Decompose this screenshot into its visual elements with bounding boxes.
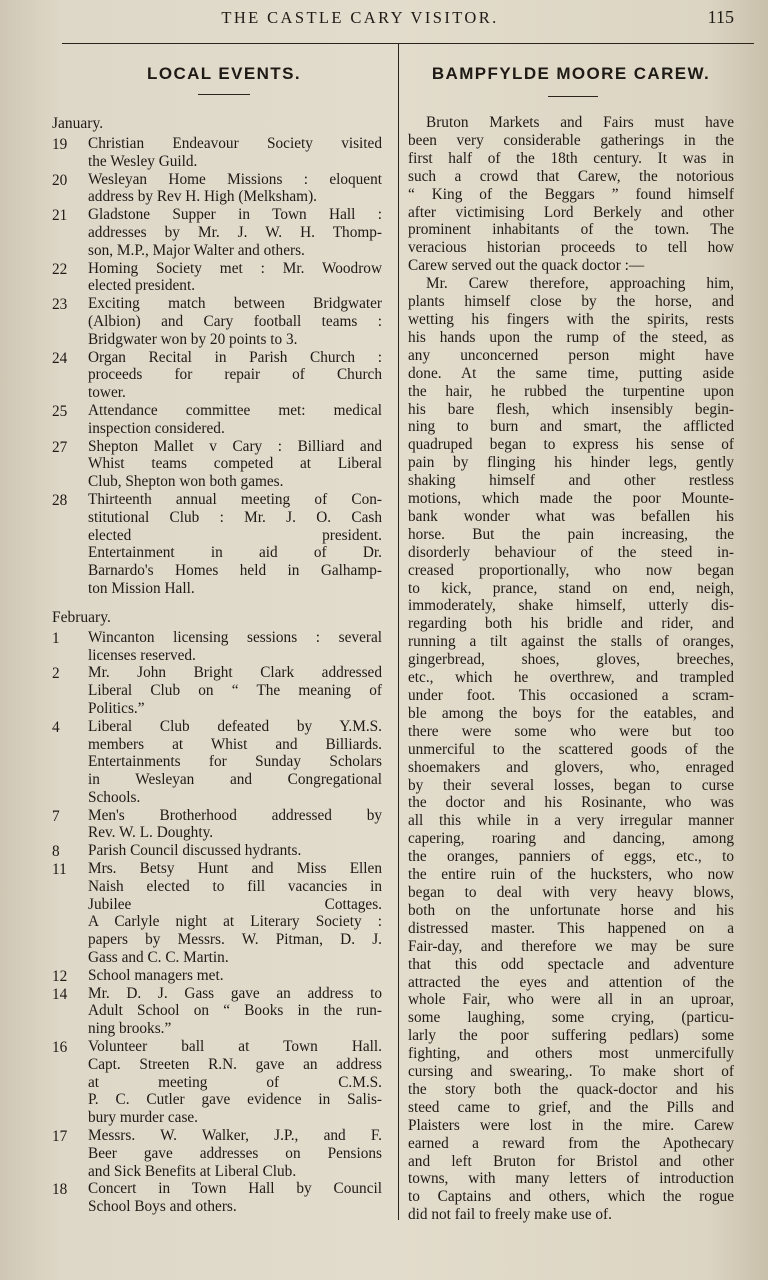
heading-ornament-rule [198, 94, 250, 95]
article-line: veracious historian proceeds to tell how [408, 239, 734, 257]
article-line: attracted the eyes and attention of the [408, 973, 734, 991]
event-date: 14 [52, 985, 68, 1003]
article-line: Plaisters were lost in the mire. Carew [408, 1116, 734, 1134]
event-text-line: elected president. [88, 526, 382, 544]
article-line: capering, roaring and dancing, among [408, 830, 734, 848]
event-entry [52, 807, 382, 843]
event-date: 16 [52, 1039, 68, 1057]
event-entry [52, 664, 382, 717]
event-entry [52, 985, 382, 1038]
article-line: shoemakers and glovers, who, enraged [408, 758, 734, 776]
event-text-line: Naish elected to fill vacancies in [88, 877, 382, 895]
event-entry [52, 1180, 382, 1216]
article-line: and left Bruton for Bristol and other [408, 1152, 734, 1170]
event-text-line: Club, Shepton won both games. [88, 473, 284, 491]
article-line: quadruped began to express his sense of [408, 436, 734, 454]
event-text-line: Mr. John Bright Clark addressed [88, 664, 382, 682]
article-line: the oranges, panniers of eggs, etc., to [408, 848, 734, 866]
article-line: disorderly behaviour of the steed in- [408, 543, 734, 561]
article-line: whole Fair, who were all in an uproar, [408, 991, 734, 1009]
article-line: steed came to grief, and the Pills and [408, 1098, 734, 1116]
article-line: been very considerable gatherings in the [408, 131, 734, 149]
article-line: Mr. Carew therefore, approaching him, [426, 275, 734, 293]
article-line: pain by flinging his hinder legs, gently [408, 454, 734, 472]
event-text-line: stitutional Club : Mr. J. O. Cash [88, 508, 382, 526]
event-date: 17 [52, 1128, 68, 1146]
event-text-line: Shepton Mallet v Cary : Billiard and [88, 437, 382, 455]
event-text-line: Homing Society met : Mr. Woodrow [88, 259, 382, 277]
event-text-line: licenses reserved. [88, 646, 196, 664]
article-line: regarding both his bridle and rider, and [408, 615, 734, 633]
article-line: began to deal with very heavy blows, [408, 883, 734, 901]
article-line: ning to burn and smart, the afflicted [408, 418, 734, 436]
article-line: etc., which he overthrew, and trampled [408, 669, 734, 687]
article-line: any unconcerned person might have [408, 346, 734, 364]
event-entry [52, 260, 382, 296]
event-text-line: P. C. Cutler gave evidence in Salis- [88, 1091, 382, 1109]
article-line: creased proportionally, who now began [408, 561, 734, 579]
column-divider [398, 44, 399, 1220]
article-line: wetting his fingers with the spirits, rests [408, 310, 734, 328]
article-line: his bare flesh, which insensibly begin- [408, 400, 734, 418]
event-text-line: Liberal Club on “ The meaning of [88, 682, 382, 700]
event-text-line: Thirteenth annual meeting of Con- [88, 490, 382, 508]
event-date: 23 [52, 296, 68, 314]
event-entry [52, 295, 382, 348]
article-line: under foot. This occasioned a scram- [408, 687, 734, 704]
event-text-line: Messrs. W. Walker, J.P., and F. [88, 1127, 382, 1145]
january-events-list [52, 135, 382, 598]
event-date: 7 [52, 807, 60, 825]
event-entry [52, 135, 382, 171]
article-line: larly the poor suffering pedlars) some [408, 1027, 734, 1045]
event-text-line: Bridgwater won by 20 points to 3. [88, 330, 298, 348]
event-text-line: Rev. W. L. Doughty. [88, 824, 214, 842]
event-entry [52, 842, 382, 860]
event-date: 18 [52, 1181, 68, 1199]
article-line: plants himself close by the horse, and [408, 293, 734, 311]
event-text-line: Barnardo's Homes held in Galhamp- [88, 562, 382, 580]
event-text-line: papers by Messrs. W. Pitman, D. J. [88, 931, 382, 949]
article-line: his hands upon the rump of the steed, as [408, 328, 734, 346]
event-date: 22 [52, 260, 68, 278]
event-text-line: proceeds for repair of Church [88, 366, 382, 384]
page-number: 115 [707, 7, 734, 27]
event-text-line: Capt. Streeten R.N. gave an address [88, 1055, 382, 1073]
event-date: 19 [52, 136, 68, 153]
event-text-line: inspection considered. [88, 419, 225, 437]
header-rule [62, 43, 754, 44]
event-entry [52, 967, 382, 985]
event-entry [52, 860, 382, 967]
article-line: gingerbread, shoes, gloves, breeches, [408, 651, 734, 669]
event-text-line: Beer gave addresses on Pensions [88, 1144, 382, 1162]
carew-article-column [408, 58, 734, 1224]
event-entry [52, 349, 382, 402]
event-text-line: Whist teams competed at Liberal [88, 455, 382, 473]
event-entry [52, 491, 382, 598]
event-entry [52, 1127, 382, 1180]
event-text-line: Wesleyan Home Missions : eloquent [88, 170, 382, 188]
article-line: unmerciful to the scattered goods of the [408, 740, 734, 758]
event-date: 20 [52, 171, 68, 189]
article-line: fighting, and others most unmercifully [408, 1045, 734, 1063]
heading-ornament-rule [548, 96, 598, 97]
article-line: ble among the boys for the eatables, and [408, 704, 734, 722]
event-date: 24 [52, 349, 68, 367]
event-date: 28 [52, 491, 68, 509]
event-text-line: A Carlyle night at Literary Society : [88, 913, 382, 931]
event-date: 25 [52, 402, 68, 420]
month-label-february: February. [52, 608, 111, 626]
event-text-line: School Boys and others. [88, 1198, 237, 1216]
event-entry [52, 171, 382, 207]
article-line: Carew served out the quack doctor :— [408, 257, 645, 275]
article-line: first half of the 18th century. It was in [408, 149, 734, 167]
event-text-line: Entertainments for Sunday Scholars [88, 753, 382, 771]
event-date: 4 [52, 718, 60, 736]
article-heading: BAMPFYLDE MOORE CAREW. [431, 64, 711, 83]
article-line: the doctor and his Rosinante, who was [408, 794, 734, 812]
article-line: there were some who were but too [408, 722, 734, 740]
event-date: 8 [52, 843, 60, 861]
article-line: bank wonder what was befallen his [408, 507, 734, 525]
event-text-line: Gladstone Supper in Town Hall : [88, 206, 382, 224]
local-events-heading: LOCAL EVENTS. [147, 64, 301, 83]
event-date: 11 [52, 861, 67, 879]
article-line: to kick, prance, stand on end, neigh, [408, 579, 734, 597]
event-text-line: Exciting match between Bridgwater [88, 295, 382, 313]
article-line: such a crowd that Carew, the notorious [408, 167, 734, 185]
article-line: motions, which made the poor Mounte- [408, 490, 734, 508]
event-text-line: ton Mission Hall. [88, 579, 195, 597]
event-date: 2 [52, 665, 60, 683]
article-line: earned a reward from the Apothecary [408, 1134, 734, 1152]
event-entry [52, 1038, 382, 1127]
event-entry [52, 402, 382, 438]
article-line: after victimising Lord Berkely and other [408, 203, 734, 221]
local-events-column [52, 58, 382, 1216]
running-title: THE CASTLE CARY VISITOR. [221, 8, 499, 27]
article-body [408, 114, 734, 1224]
article-line: immoderately, shake himself, utterly dis- [408, 597, 734, 615]
event-text-line: Volunteer ball at Town Hall. [88, 1038, 382, 1056]
article-line: distressed master. This happened on a [408, 919, 734, 937]
event-text-line: ning brooks.” [88, 1020, 172, 1038]
article-line: by their several losses, began to curse [408, 776, 734, 794]
article-line: did not fail to freely make use of. [408, 1206, 612, 1224]
article-line: “ King of the Beggars ” found himself [408, 185, 734, 203]
event-text-line: Parish Council discussed hydrants. [88, 842, 302, 860]
event-text-line: tower. [88, 384, 126, 402]
event-text-line: Liberal Club defeated by Y.M.S. [88, 717, 382, 735]
article-line: the story both the quack-doctor and his [408, 1080, 734, 1098]
article-line: done. At the same time, putting aside [408, 364, 734, 382]
article-line: running a tilt against the stalls of oranges, [408, 633, 734, 651]
event-text-line: Wincanton licensing sessions : several [88, 628, 382, 646]
article-line: prominent inhabitants of the town. The [408, 221, 734, 239]
event-text-line: at meeting of C.M.S. [88, 1073, 382, 1091]
article-line: cursing and swearing,. To make short of [408, 1063, 734, 1081]
february-events-list [52, 629, 382, 1216]
month-label-january: January. [52, 115, 104, 132]
article-line: all this while in a very irregular manner [408, 812, 734, 830]
event-date: 27 [52, 438, 68, 456]
event-text-line: and Sick Benefits at Liberal Club. [88, 1162, 297, 1180]
event-text-line: Adult School on “ Books in the run- [88, 1002, 382, 1020]
event-text-line: Mr. D. J. Gass gave an address to [88, 984, 382, 1002]
event-text-line: Jubilee Cottages. [88, 895, 382, 913]
event-text-line: son, M.P., Major Walter and others. [88, 241, 305, 259]
event-date: 1 [52, 629, 60, 647]
event-entry [52, 718, 382, 807]
article-line: both on the unfortunate horse and his [408, 901, 734, 919]
event-text-line: Mrs. Betsy Hunt and Miss Ellen [88, 860, 382, 878]
event-text-line: members at Whist and Billiards. [88, 735, 382, 753]
event-text-line: Men's Brotherhood addressed by [88, 806, 382, 824]
event-text-line: Entertainment in aid of Dr. [88, 544, 382, 562]
article-line: Bruton Markets and Fairs must have [426, 114, 734, 131]
event-text-line: Politics.” [88, 699, 145, 717]
article-line: horse. But the pain increasing, the [408, 525, 734, 543]
event-text-line: in Wesleyan and Congregational [88, 771, 382, 789]
event-text-line: elected president. [88, 277, 196, 295]
event-text-line: Christian Endeavour Society visited [88, 135, 382, 152]
event-text-line: address by Rev H. High (Melksham). [88, 188, 317, 206]
event-text-line: bury murder case. [88, 1109, 199, 1127]
event-date: 12 [52, 967, 68, 985]
article-line: that this odd spectacle and adventure [408, 955, 734, 973]
article-line: to Captains and others, which the rogue [408, 1188, 734, 1206]
event-text-line: Schools. [88, 788, 141, 806]
page-header [0, 4, 768, 34]
event-text-line: (Albion) and Cary football teams : [88, 312, 382, 330]
article-line: shaking himself and other restless [408, 472, 734, 490]
event-text-line: Organ Recital in Parish Church : [88, 348, 382, 366]
event-text-line: Attendance committee met: medical [88, 401, 382, 419]
event-text-line: Gass and C. C. Martin. [88, 949, 229, 967]
event-text-line: School managers met. [88, 966, 224, 984]
article-line: the entire ruin of the hucksters, who now [408, 866, 734, 884]
event-text-line: addresses by Mr. J. W. H. Thomp- [88, 223, 382, 241]
event-entry [52, 629, 382, 665]
event-entry [52, 438, 382, 491]
article-line: Fair-day, and therefore we may be sure [408, 937, 734, 955]
event-text-line: the Wesley Guild. [88, 152, 198, 170]
event-date: 21 [52, 207, 68, 225]
article-line: some laughing, some crying, (particu- [408, 1009, 734, 1027]
article-line: the hair, he rubbed the turpentine upon [408, 382, 734, 400]
event-entry [52, 206, 382, 259]
event-text-line: Concert in Town Hall by Council [88, 1180, 382, 1198]
article-line: towns, with many letters of introduction [408, 1170, 734, 1188]
